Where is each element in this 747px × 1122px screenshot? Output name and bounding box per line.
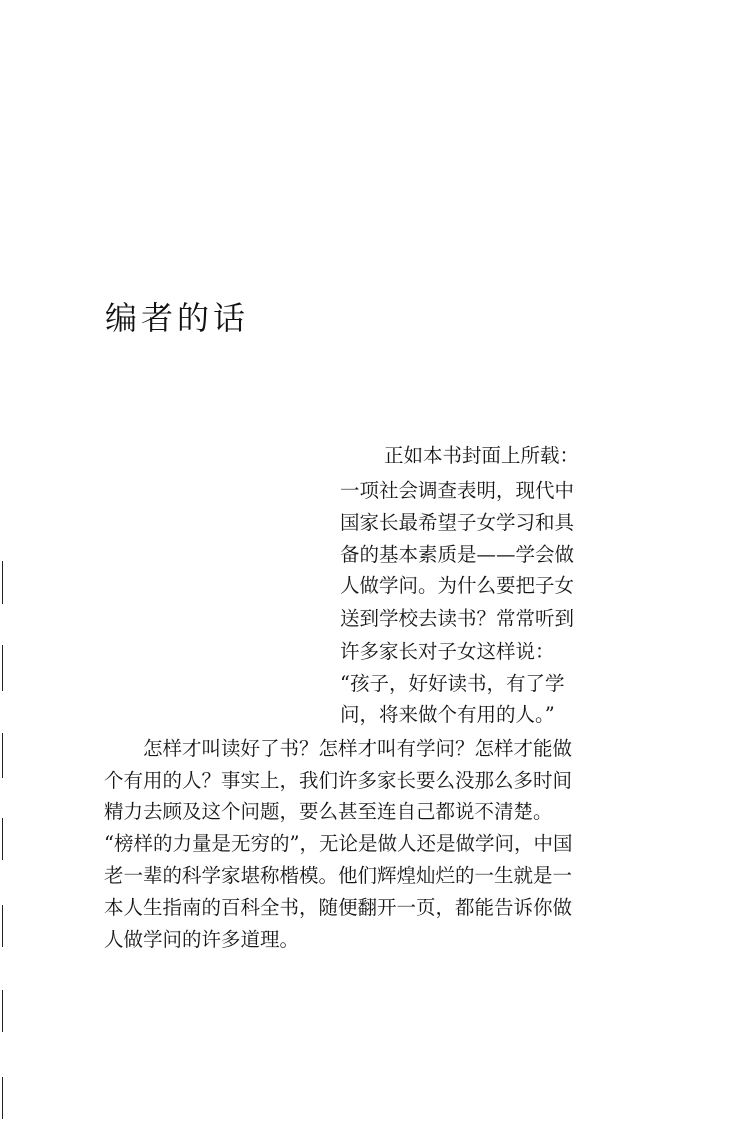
body-line: 老一辈的科学家堪称楷模。他们辉煌灿烂的一生就是一 bbox=[104, 864, 573, 887]
body-line: “榜样的力量是无穷的”，无论是做人还是做学问，中国 bbox=[104, 832, 573, 855]
body-line: 本人生指南的百科全书，随便翻开一页，都能告诉你做 bbox=[104, 896, 573, 919]
body-line: 个有用的人？事实上，我们许多家长要么没那么多时间 bbox=[104, 769, 573, 792]
body-line: 怎样才叫读好了书？怎样才叫有学问？怎样才能做 bbox=[143, 737, 573, 760]
epigraph-line: 问，将来做个有用的人。” bbox=[340, 703, 555, 726]
epigraph-line: 人做学问。为什么要把子女 bbox=[340, 574, 575, 597]
margin-mark bbox=[2, 561, 3, 604]
margin-mark bbox=[2, 645, 3, 691]
margin-mark bbox=[2, 733, 3, 778]
epigraph-line: 正如本书封面上所载： bbox=[384, 444, 580, 467]
margin-mark bbox=[2, 1077, 3, 1119]
epigraph-line: 国家长最希望子女学习和具 bbox=[340, 511, 575, 534]
epigraph-line: 送到学校去读书？常常听到 bbox=[340, 607, 575, 630]
epigraph-line: “孩子，好好读书，有了学 bbox=[340, 672, 565, 695]
margin-mark bbox=[2, 905, 3, 947]
body-line: 精力去顾及这个问题，要么甚至连自己都说不清楚。 bbox=[104, 800, 553, 823]
margin-mark bbox=[2, 818, 3, 860]
epigraph-line: 许多家长对子女这样说： bbox=[340, 640, 555, 663]
epigraph-line: 一项社会调查表明，现代中 bbox=[340, 479, 575, 502]
page-title: 编者的话 bbox=[105, 299, 250, 337]
body-line: 人做学问的许多道理。 bbox=[104, 928, 300, 951]
margin-mark bbox=[2, 990, 3, 1032]
epigraph-line: 备的基本素质是——学会做 bbox=[340, 543, 575, 566]
